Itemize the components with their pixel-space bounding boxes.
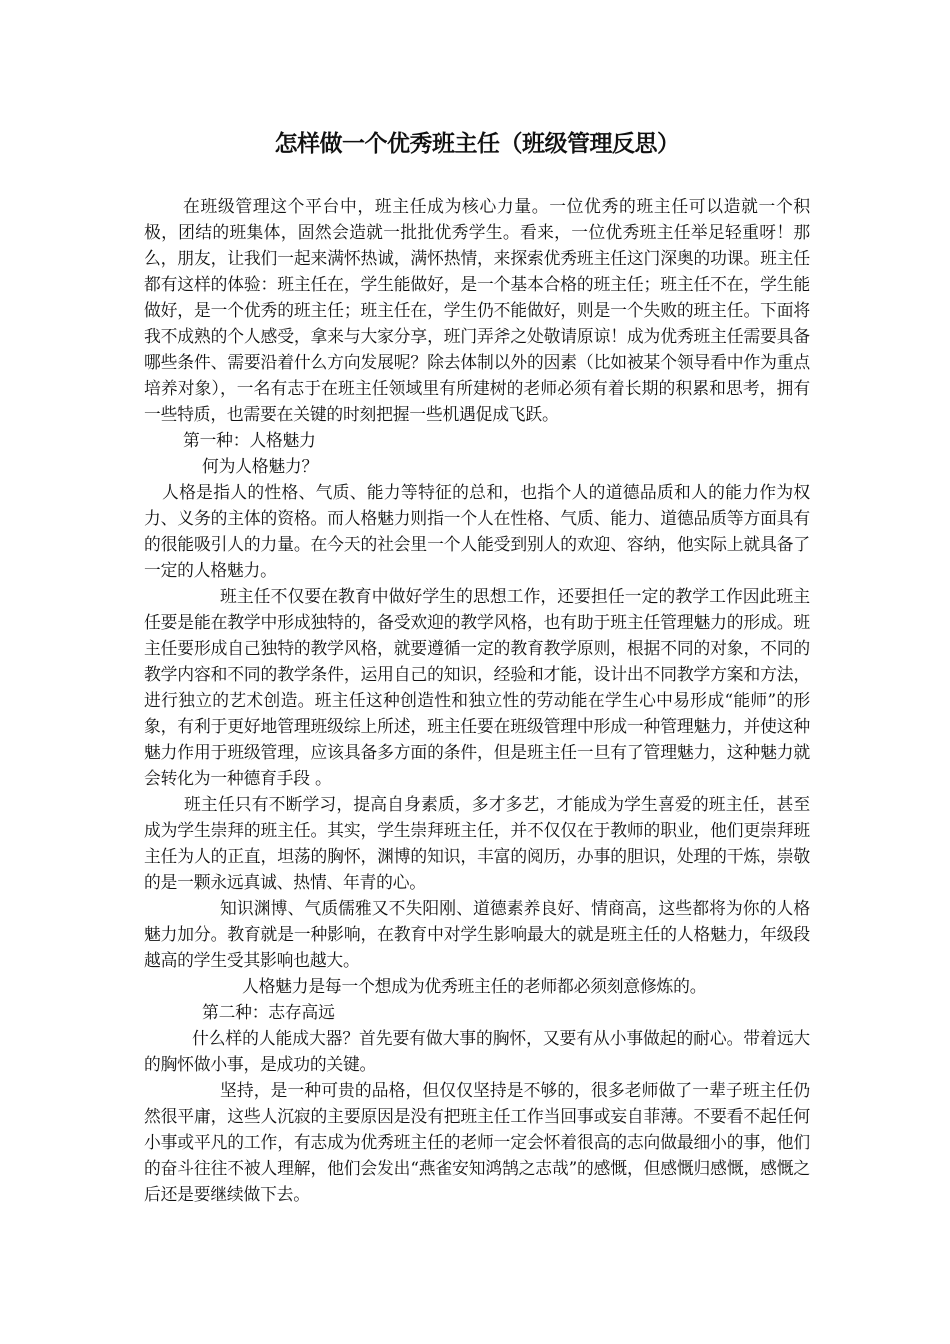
subheading-what-is-charisma: 何为人格魅力？ xyxy=(202,456,319,476)
body-paragraph: 班主任不仅要在教育中做好学生的思想工作，还要担任一定的教学工作因此班主任要是能在教学中形成独特的，备受欢迎的教学风格，也有助于班主任管理魅力的形成。班主任要形成自己独特的教学风格，就要遵循一定的教育教学原则，根据不同的对象，不同的教学内容和不同的教学条件，运用自己的知识，经验和才能，设计出不同教学方案和方法，进行独立的艺术创造。班主任这种创造性和独立性的劳动能在学生心中易形成“能师”的形象，有利于更好地管理班级综上所述，班主任要在班级管理中形成一种管理魅力，并使这种魅力作用于班级管理，应该具备多方面的条件，但是班主任一旦有了管理魅力，这种魅力就会转化为一种德育手段 。 xyxy=(144,586,810,788)
intro-paragraph: 在班级管理这个平台中，班主任成为核心力量。一位优秀的班主任可以造就一个积极，团结的班集体，固然会造就一批批优秀学生。看来，一位优秀班主任举足轻重呀！那么，朋友，让我们一起来满怀热诚，满怀热情，来探索优秀班主任这门深奥的功课。班主任都有这样的体验：班主任在，学生能做好，是一个基本合格的班主任；班主任不在，学生能做好，是一个优秀的班主任；班主任在，学生仍不能做好，则是一个失败的班主任。下面将我不成熟的个人感受，拿来与大家分享，班门弄斧之处敬请原谅！成为优秀班主任需要具备哪些条件、需要沿着什么方向发展呢？除去体制以外的因素（比如被某个领导看中作为重点培养对象），一名有志于在班主任领域里有所建树的老师必须有着长期的积累和思考，拥有一些特质，也需要在关键的时刻把握一些机遇促成飞跃。 xyxy=(144,196,810,424)
body-paragraph: 什么样的人能成大器？首先要有做大事的胸怀，又要有从小事做起的耐心。带着远大的胸怀做小事，是成功的关键。 xyxy=(144,1028,810,1074)
body-paragraph: 人格是指人的性格、气质、能力等特征的总和，也指个人的道德品质和人的能力作为权力、义务的主体的资格。而人格魅力则指一个人在性格、气质、能力、道德品质等方面具有的很能吸引人的力量。在今天的社会里一个人能受到别人的欢迎、容纳，他实际上就具备了一定的人格魅力。 xyxy=(144,482,810,580)
body-paragraph: 知识渊博、气质儒雅又不失阳刚、道德素养良好、情商高，这些都将为你的人格魅力加分。教育就是一种影响，在教育中对学生影响最大的就是班主任的人格魅力，年级段越高的学生受其影响也越大。 xyxy=(144,898,810,970)
body-paragraph: 坚持，是一种可贵的品格，但仅仅坚持是不够的，很多老师做了一辈子班主任仍然很平庸，这些人沉寂的主要原因是没有把班主任工作当回事或妄自菲薄。不要看不起任何小事或平凡的工作，有志成为优秀班主任的老师一定会怀着很高的志向做最细小的事，他们的奋斗往往不被人理解，他们会发出“燕雀安知鸿鹄之志哉”的感慨，但感慨归感慨，感慨之后还是要继续做下去。 xyxy=(144,1080,810,1204)
document-title: 怎样做一个优秀班主任（班级管理反思） xyxy=(274,131,680,157)
body-paragraph: 人格魅力是每一个想成为优秀班主任的老师都必须刻意修炼的。 xyxy=(242,976,707,996)
section-heading-1: 第一种：人格魅力 xyxy=(183,430,316,450)
document-page xyxy=(144,128,810,1207)
section-heading-2: 第二种：志存高远 xyxy=(202,1002,335,1022)
body-paragraph: 班主任只有不断学习，提高自身素质，多才多艺，才能成为学生喜爱的班主任，甚至成为学生崇拜的班主任。其实，学生崇拜班主任，并不仅仅在于教师的职业，他们更崇拜班主任为人的正直，坦荡的胸怀，渊博的知识，丰富的阅历，办事的胆识，处理的干炼，崇敬的是一颗永远真诚、热情、年青的心。 xyxy=(144,794,810,892)
